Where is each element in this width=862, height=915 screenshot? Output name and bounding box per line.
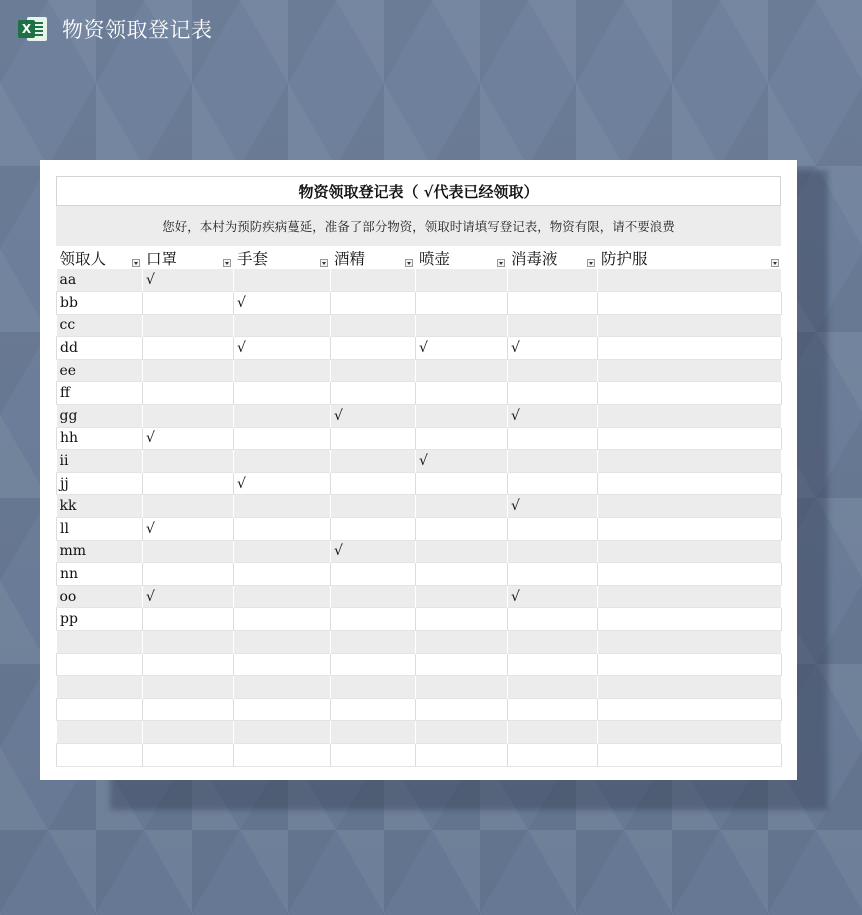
check-cell[interactable]	[143, 359, 234, 382]
column-header-2[interactable]	[234, 246, 331, 269]
check-cell[interactable]	[508, 653, 598, 676]
check-cell[interactable]: √	[508, 495, 598, 518]
check-cell[interactable]	[508, 427, 598, 450]
check-cell[interactable]: √	[508, 405, 598, 428]
check-cell[interactable]	[331, 472, 416, 495]
check-cell[interactable]	[508, 518, 598, 541]
column-header-4[interactable]	[416, 246, 508, 269]
table-row	[57, 721, 782, 744]
check-cell[interactable]	[598, 540, 782, 563]
sheet-area	[56, 176, 781, 767]
check-cell[interactable]: √	[234, 472, 331, 495]
check-cell[interactable]	[143, 382, 234, 405]
filter-dropdown-icon[interactable]	[587, 259, 595, 267]
check-cell[interactable]	[234, 450, 331, 473]
check-cell[interactable]	[416, 563, 508, 586]
check-cell[interactable]	[234, 631, 331, 654]
check-cell[interactable]: √	[331, 540, 416, 563]
check-cell[interactable]	[331, 450, 416, 473]
check-cell[interactable]	[598, 405, 782, 428]
check-cell[interactable]	[331, 608, 416, 631]
check-cell[interactable]	[234, 563, 331, 586]
check-cell[interactable]	[143, 495, 234, 518]
recipient-cell[interactable]: mm	[57, 540, 143, 563]
recipient-cell[interactable]: kk	[57, 495, 143, 518]
check-cell[interactable]	[331, 427, 416, 450]
check-cell[interactable]	[598, 495, 782, 518]
recipient-cell[interactable]: aa	[57, 269, 143, 292]
column-header-label: 消毒液	[511, 249, 558, 268]
check-cell[interactable]: √	[234, 337, 331, 360]
check-cell[interactable]	[598, 292, 782, 315]
table-row	[57, 631, 782, 654]
check-cell[interactable]	[234, 608, 331, 631]
table-row	[57, 382, 782, 405]
check-cell[interactable]	[598, 427, 782, 450]
column-header-1[interactable]	[143, 246, 234, 269]
check-cell[interactable]	[416, 608, 508, 631]
check-cell[interactable]	[416, 382, 508, 405]
recipient-cell[interactable]	[57, 743, 143, 766]
check-cell[interactable]	[416, 292, 508, 315]
check-cell[interactable]: √	[416, 450, 508, 473]
recipient-cell[interactable]: dd	[57, 337, 143, 360]
check-cell[interactable]	[508, 292, 598, 315]
check-cell[interactable]	[416, 585, 508, 608]
check-cell[interactable]	[234, 743, 331, 766]
filter-dropdown-icon[interactable]	[771, 259, 779, 267]
check-cell[interactable]	[234, 585, 331, 608]
check-cell[interactable]	[508, 314, 598, 337]
check-cell[interactable]	[143, 314, 234, 337]
check-cell[interactable]	[331, 292, 416, 315]
check-cell[interactable]	[416, 405, 508, 428]
check-cell[interactable]	[234, 382, 331, 405]
check-cell[interactable]	[508, 359, 598, 382]
check-cell[interactable]	[331, 653, 416, 676]
sheet-notice[interactable]: 您好，本村为预防疾病蔓延，准备了部分物资，领取时请填写登记表，物资有限，请不要浪费	[56, 206, 781, 246]
table-row	[57, 450, 782, 473]
check-cell[interactable]	[598, 518, 782, 541]
check-cell[interactable]	[416, 631, 508, 654]
check-cell[interactable]	[234, 405, 331, 428]
filter-dropdown-icon[interactable]	[320, 259, 328, 267]
check-cell[interactable]	[508, 676, 598, 699]
check-cell[interactable]	[234, 269, 331, 292]
check-cell[interactable]	[598, 563, 782, 586]
check-cell[interactable]	[598, 653, 782, 676]
check-cell[interactable]	[508, 269, 598, 292]
check-cell[interactable]	[234, 698, 331, 721]
recipient-cell[interactable]	[57, 676, 143, 699]
check-cell[interactable]	[598, 698, 782, 721]
table-row	[57, 292, 782, 315]
check-cell[interactable]	[143, 631, 234, 654]
column-header-label: 喷壶	[419, 249, 451, 268]
check-cell[interactable]	[143, 540, 234, 563]
check-cell[interactable]	[598, 676, 782, 699]
check-cell[interactable]	[508, 540, 598, 563]
recipient-cell[interactable]: bb	[57, 292, 143, 315]
check-cell[interactable]	[331, 337, 416, 360]
column-header-6[interactable]	[598, 246, 782, 269]
check-cell[interactable]	[234, 721, 331, 744]
check-cell[interactable]	[508, 382, 598, 405]
table-row	[57, 676, 782, 699]
table-row	[57, 472, 782, 495]
check-cell[interactable]	[143, 698, 234, 721]
table-row	[57, 608, 782, 631]
check-cell[interactable]	[416, 427, 508, 450]
header-row	[57, 246, 782, 269]
table-row	[57, 653, 782, 676]
check-cell[interactable]	[416, 698, 508, 721]
check-cell[interactable]	[598, 337, 782, 360]
table-body	[57, 269, 782, 766]
check-cell[interactable]	[143, 472, 234, 495]
filter-dropdown-icon[interactable]	[497, 259, 505, 267]
check-cell[interactable]	[331, 585, 416, 608]
app-header	[18, 12, 213, 46]
check-cell[interactable]	[598, 269, 782, 292]
check-cell[interactable]	[331, 314, 416, 337]
check-cell[interactable]	[416, 314, 508, 337]
check-cell[interactable]	[143, 743, 234, 766]
check-cell[interactable]	[234, 359, 331, 382]
column-header-label: 酒精	[334, 249, 366, 268]
column-header-5[interactable]	[508, 246, 598, 269]
check-cell[interactable]	[143, 405, 234, 428]
table-row	[57, 563, 782, 586]
check-cell[interactable]	[416, 269, 508, 292]
check-cell[interactable]	[416, 518, 508, 541]
table-row	[57, 405, 782, 428]
column-header-label: 口罩	[146, 249, 178, 268]
check-cell[interactable]	[331, 743, 416, 766]
register-table	[56, 246, 782, 767]
recipient-cell[interactable]: ee	[57, 359, 143, 382]
check-cell[interactable]	[331, 563, 416, 586]
filter-dropdown-icon[interactable]	[132, 259, 140, 267]
check-cell[interactable]	[331, 382, 416, 405]
check-cell[interactable]	[508, 608, 598, 631]
table-row	[57, 427, 782, 450]
check-cell[interactable]	[508, 698, 598, 721]
app-title: 物资领取登记表	[62, 18, 213, 42]
check-cell[interactable]	[331, 698, 416, 721]
check-cell[interactable]: √	[143, 269, 234, 292]
check-cell[interactable]: √	[143, 518, 234, 541]
recipient-cell[interactable]: ii	[57, 450, 143, 473]
check-cell[interactable]	[234, 314, 331, 337]
check-cell[interactable]	[331, 518, 416, 541]
check-cell[interactable]	[598, 631, 782, 654]
excel-badge: X	[18, 20, 35, 38]
check-cell[interactable]	[143, 653, 234, 676]
filter-dropdown-icon[interactable]	[223, 259, 231, 267]
check-cell[interactable]	[234, 427, 331, 450]
check-cell[interactable]	[234, 653, 331, 676]
recipient-cell[interactable]: cc	[57, 314, 143, 337]
recipient-cell[interactable]	[57, 721, 143, 744]
check-cell[interactable]	[143, 450, 234, 473]
check-cell[interactable]: √	[143, 585, 234, 608]
check-cell[interactable]	[508, 472, 598, 495]
check-cell[interactable]	[416, 653, 508, 676]
check-cell[interactable]	[598, 585, 782, 608]
excel-icon	[18, 14, 48, 44]
check-cell[interactable]	[331, 631, 416, 654]
check-cell[interactable]	[416, 540, 508, 563]
check-cell[interactable]: √	[416, 337, 508, 360]
check-cell[interactable]	[416, 472, 508, 495]
table-row	[57, 337, 782, 360]
check-cell[interactable]	[331, 359, 416, 382]
check-cell[interactable]	[508, 450, 598, 473]
check-cell[interactable]	[508, 563, 598, 586]
check-cell[interactable]	[598, 608, 782, 631]
check-cell[interactable]	[331, 676, 416, 699]
recipient-cell[interactable]: hh	[57, 427, 143, 450]
check-cell[interactable]	[331, 495, 416, 518]
check-cell[interactable]	[416, 495, 508, 518]
check-cell[interactable]: √	[143, 427, 234, 450]
check-cell[interactable]	[598, 721, 782, 744]
sheet-title[interactable]: 物资领取登记表（ √代表已经领取）	[56, 176, 781, 206]
check-cell[interactable]	[598, 382, 782, 405]
check-cell[interactable]: √	[331, 405, 416, 428]
column-header-label: 领取人	[59, 249, 107, 268]
check-cell[interactable]	[234, 495, 331, 518]
recipient-cell[interactable]: gg	[57, 405, 143, 428]
check-cell[interactable]	[143, 563, 234, 586]
check-cell[interactable]	[234, 540, 331, 563]
check-cell[interactable]	[143, 676, 234, 699]
table-row	[57, 743, 782, 766]
check-cell[interactable]	[143, 292, 234, 315]
table-row	[57, 314, 782, 337]
check-cell[interactable]	[598, 359, 782, 382]
check-cell[interactable]	[508, 721, 598, 744]
check-cell[interactable]	[331, 269, 416, 292]
recipient-cell[interactable]: ll	[57, 518, 143, 541]
recipient-cell[interactable]	[57, 631, 143, 654]
check-cell[interactable]	[143, 608, 234, 631]
check-cell[interactable]	[416, 359, 508, 382]
recipient-cell[interactable]: oo	[57, 585, 143, 608]
recipient-cell[interactable]	[57, 698, 143, 721]
table-row	[57, 585, 782, 608]
check-cell[interactable]	[508, 743, 598, 766]
check-cell[interactable]: √	[508, 337, 598, 360]
table-row	[57, 518, 782, 541]
check-cell[interactable]	[416, 721, 508, 744]
check-cell[interactable]	[234, 518, 331, 541]
check-cell[interactable]	[598, 472, 782, 495]
recipient-cell[interactable]: pp	[57, 608, 143, 631]
recipient-cell[interactable]: jj	[57, 472, 143, 495]
recipient-cell[interactable]: nn	[57, 563, 143, 586]
check-cell[interactable]	[416, 743, 508, 766]
spreadsheet-paper	[40, 160, 797, 780]
table-row	[57, 495, 782, 518]
column-header-label: 手套	[237, 249, 269, 268]
column-header-3[interactable]	[331, 246, 416, 269]
table-row	[57, 269, 782, 292]
check-cell[interactable]: √	[508, 585, 598, 608]
check-cell[interactable]: √	[234, 292, 331, 315]
check-cell[interactable]	[598, 314, 782, 337]
recipient-cell[interactable]: ff	[57, 382, 143, 405]
check-cell[interactable]	[143, 721, 234, 744]
recipient-cell[interactable]	[57, 653, 143, 676]
check-cell[interactable]	[598, 743, 782, 766]
table-row	[57, 359, 782, 382]
check-cell[interactable]	[143, 337, 234, 360]
check-cell[interactable]	[508, 631, 598, 654]
column-header-label: 防护服	[601, 249, 648, 268]
table-row	[57, 698, 782, 721]
check-cell[interactable]	[234, 676, 331, 699]
check-cell[interactable]	[598, 450, 782, 473]
check-cell[interactable]	[416, 676, 508, 699]
table-row	[57, 540, 782, 563]
filter-dropdown-icon[interactable]	[405, 259, 413, 267]
check-cell[interactable]	[331, 721, 416, 744]
column-header-0[interactable]	[57, 246, 143, 269]
